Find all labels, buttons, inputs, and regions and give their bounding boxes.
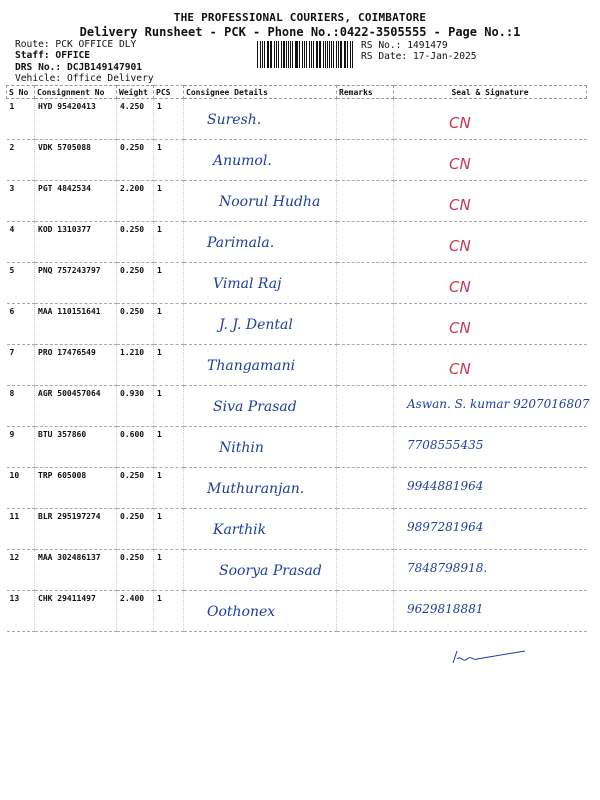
consignee-signature: Siva Prasad (213, 399, 297, 415)
consignee-signature: Muthuranjan. (207, 481, 305, 497)
table-row (7, 99, 587, 140)
pcs-cell: 1 (154, 304, 184, 345)
weight-cell: 0.600 (117, 427, 154, 468)
seal-cell (394, 550, 587, 591)
consignee-cell (184, 181, 337, 222)
consignment-cell: CHK 29411497 (35, 591, 117, 632)
remarks-cell (337, 427, 394, 468)
remarks-cell (337, 509, 394, 550)
sno-cell: 5 (7, 263, 35, 304)
sno-cell: 12 (7, 550, 35, 591)
seal-cell (394, 263, 587, 304)
sno-cell: 8 (7, 386, 35, 427)
table-row (7, 263, 587, 304)
seal-cell (394, 222, 587, 263)
company-name: THE PROFESSIONAL COURIERS, COIMBATORE (173, 11, 427, 24)
col-remarks: Remarks (337, 86, 394, 99)
consignee-cell (184, 263, 337, 304)
pcs-cell: 1 (154, 591, 184, 632)
remarks-cell (337, 386, 394, 427)
pcs-cell: 1 (154, 99, 184, 140)
weight-cell: 4.250 (117, 99, 154, 140)
pcs-cell: 1 (154, 263, 184, 304)
consignee-cell (184, 427, 337, 468)
col-consignment: Consignment No (35, 86, 117, 99)
pcs-cell: 1 (154, 222, 184, 263)
remarks-cell (337, 222, 394, 263)
seal-cell (394, 140, 587, 181)
col-pcs: PCS (154, 86, 184, 99)
pcs-cell: 1 (154, 386, 184, 427)
pcs-cell: 1 (154, 427, 184, 468)
weight-cell: 0.250 (117, 222, 154, 263)
consignee-cell (184, 550, 337, 591)
consignment-cell: PNQ 757243797 (35, 263, 117, 304)
seal-signature: 9944881964 (407, 479, 484, 493)
consignee-cell (184, 222, 337, 263)
seal-cell (394, 468, 587, 509)
seal-cell (394, 99, 587, 140)
consignment-cell: MAA 110151641 (35, 304, 117, 345)
consignment-cell: VDK 5705088 (35, 140, 117, 181)
remarks-cell (337, 468, 394, 509)
consignee-signature: Nithin (219, 440, 264, 456)
consignment-cell: BLR 295197274 (35, 509, 117, 550)
seal-cell (394, 181, 587, 222)
consignee-cell (184, 591, 337, 632)
consignee-cell (184, 386, 337, 427)
seal-signature: 9897281964 (407, 520, 484, 534)
rs-date: RS Date: 17-Jan-2025 (361, 51, 477, 62)
seal-signature: CN (449, 278, 471, 296)
weight-cell: 0.250 (117, 509, 154, 550)
col-seal-signature: Seal & Signature (394, 86, 587, 99)
consignment-cell: PGT 4842534 (35, 181, 117, 222)
runsheet-table (6, 85, 590, 632)
seal-cell (394, 304, 587, 345)
consignee-signature: Anumol. (213, 153, 272, 169)
table-row (7, 181, 587, 222)
sno-cell: 1 (7, 99, 35, 140)
remarks-cell (337, 99, 394, 140)
seal-signature: CN (449, 114, 471, 132)
consignee-cell (184, 99, 337, 140)
route-label: Route: PCK OFFICE DLY (15, 39, 137, 50)
consignee-signature: Soorya Prasad (219, 563, 322, 579)
consignee-cell (184, 468, 337, 509)
seal-cell (394, 427, 587, 468)
table-header-row (7, 86, 587, 99)
sno-cell: 13 (7, 591, 35, 632)
consignment-cell: HYD 95420413 (35, 99, 117, 140)
sno-cell: 4 (7, 222, 35, 263)
seal-signature: 9629818881 (407, 602, 484, 616)
sno-cell: 7 (7, 345, 35, 386)
consignee-cell (184, 509, 337, 550)
seal-cell (394, 345, 587, 386)
consignee-signature: Noorul Hudha (219, 194, 321, 210)
table-row (7, 304, 587, 345)
consignee-signature: Thangamani (207, 358, 296, 374)
consignee-cell (184, 304, 337, 345)
seal-signature: CN (449, 196, 471, 214)
remarks-cell (337, 181, 394, 222)
table-row (7, 550, 587, 591)
table-row (7, 427, 587, 468)
seal-signature: 7848798918. (407, 561, 488, 575)
remarks-cell (337, 140, 394, 181)
consignee-signature: Karthik (213, 522, 267, 538)
consignment-cell: BTU 357860 (35, 427, 117, 468)
consignment-cell: PRO 17476549 (35, 345, 117, 386)
weight-cell: 2.200 (117, 181, 154, 222)
weight-cell: 2.400 (117, 591, 154, 632)
weight-cell: 0.250 (117, 550, 154, 591)
sno-cell: 10 (7, 468, 35, 509)
consignment-cell: TRP 605008 (35, 468, 117, 509)
seal-signature: CN (449, 155, 471, 173)
barcode (257, 41, 354, 68)
table-row (7, 386, 587, 427)
consignee-signature: J. J. Dental (219, 317, 293, 333)
table-row (7, 591, 587, 632)
pcs-cell: 1 (154, 181, 184, 222)
consignee-signature: Suresh. (207, 112, 262, 128)
weight-cell: 1.210 (117, 345, 154, 386)
sno-cell: 3 (7, 181, 35, 222)
consignee-signature: Oothonex (207, 604, 276, 620)
weight-cell: 0.250 (117, 468, 154, 509)
consignee-cell (184, 140, 337, 181)
remarks-cell (337, 591, 394, 632)
vehicle-label: Vehicle: Office Delivery (15, 73, 154, 84)
runsheet-title: Delivery Runsheet - PCK - Phone No.:0422-3505555 - Page No.:1 (79, 25, 521, 39)
seal-cell (394, 386, 590, 427)
consignment-cell: KOD 1310377 (35, 222, 117, 263)
table-row (7, 468, 587, 509)
sno-cell: 2 (7, 140, 35, 181)
seal-cell (394, 509, 587, 550)
sno-cell: 9 (7, 427, 35, 468)
seal-signature: Aswan. S. kumar 9207016807 (407, 397, 590, 411)
drs-number: DRS No.: DCJB149147901 (15, 62, 143, 73)
consignee-cell (184, 345, 337, 386)
sno-cell: 11 (7, 509, 35, 550)
rs-number: RS No.: 1491479 (361, 40, 448, 51)
supervisor-signature (451, 647, 531, 672)
pcs-cell: 1 (154, 140, 184, 181)
col-sno: S No (7, 86, 35, 99)
seal-signature: CN (449, 360, 471, 378)
remarks-cell (337, 345, 394, 386)
consignee-signature: Parimala. (207, 235, 275, 251)
table-row (7, 222, 587, 263)
table-row (7, 345, 587, 386)
sno-cell: 6 (7, 304, 35, 345)
consignee-signature: Vimal Raj (213, 276, 282, 292)
weight-cell: 0.250 (117, 263, 154, 304)
pcs-cell: 1 (154, 468, 184, 509)
consignment-cell: MAA 302486137 (35, 550, 117, 591)
col-consignee: Consignee Details (184, 86, 337, 99)
remarks-cell (337, 304, 394, 345)
staff-label: Staff: OFFICE (15, 50, 91, 61)
consignment-cell: AGR 500457064 (35, 386, 117, 427)
pcs-cell: 1 (154, 509, 184, 550)
remarks-cell (337, 550, 394, 591)
weight-cell: 0.250 (117, 304, 154, 345)
seal-signature: 7708555435 (407, 438, 484, 452)
seal-signature: CN (449, 319, 471, 337)
col-weight: Weight (117, 86, 154, 99)
table-row (7, 140, 587, 181)
table-row (7, 509, 587, 550)
seal-cell (394, 591, 587, 632)
seal-signature: CN (449, 237, 471, 255)
remarks-cell (337, 263, 394, 304)
pcs-cell: 1 (154, 550, 184, 591)
pcs-cell: 1 (154, 345, 184, 386)
weight-cell: 0.930 (117, 386, 154, 427)
weight-cell: 0.250 (117, 140, 154, 181)
